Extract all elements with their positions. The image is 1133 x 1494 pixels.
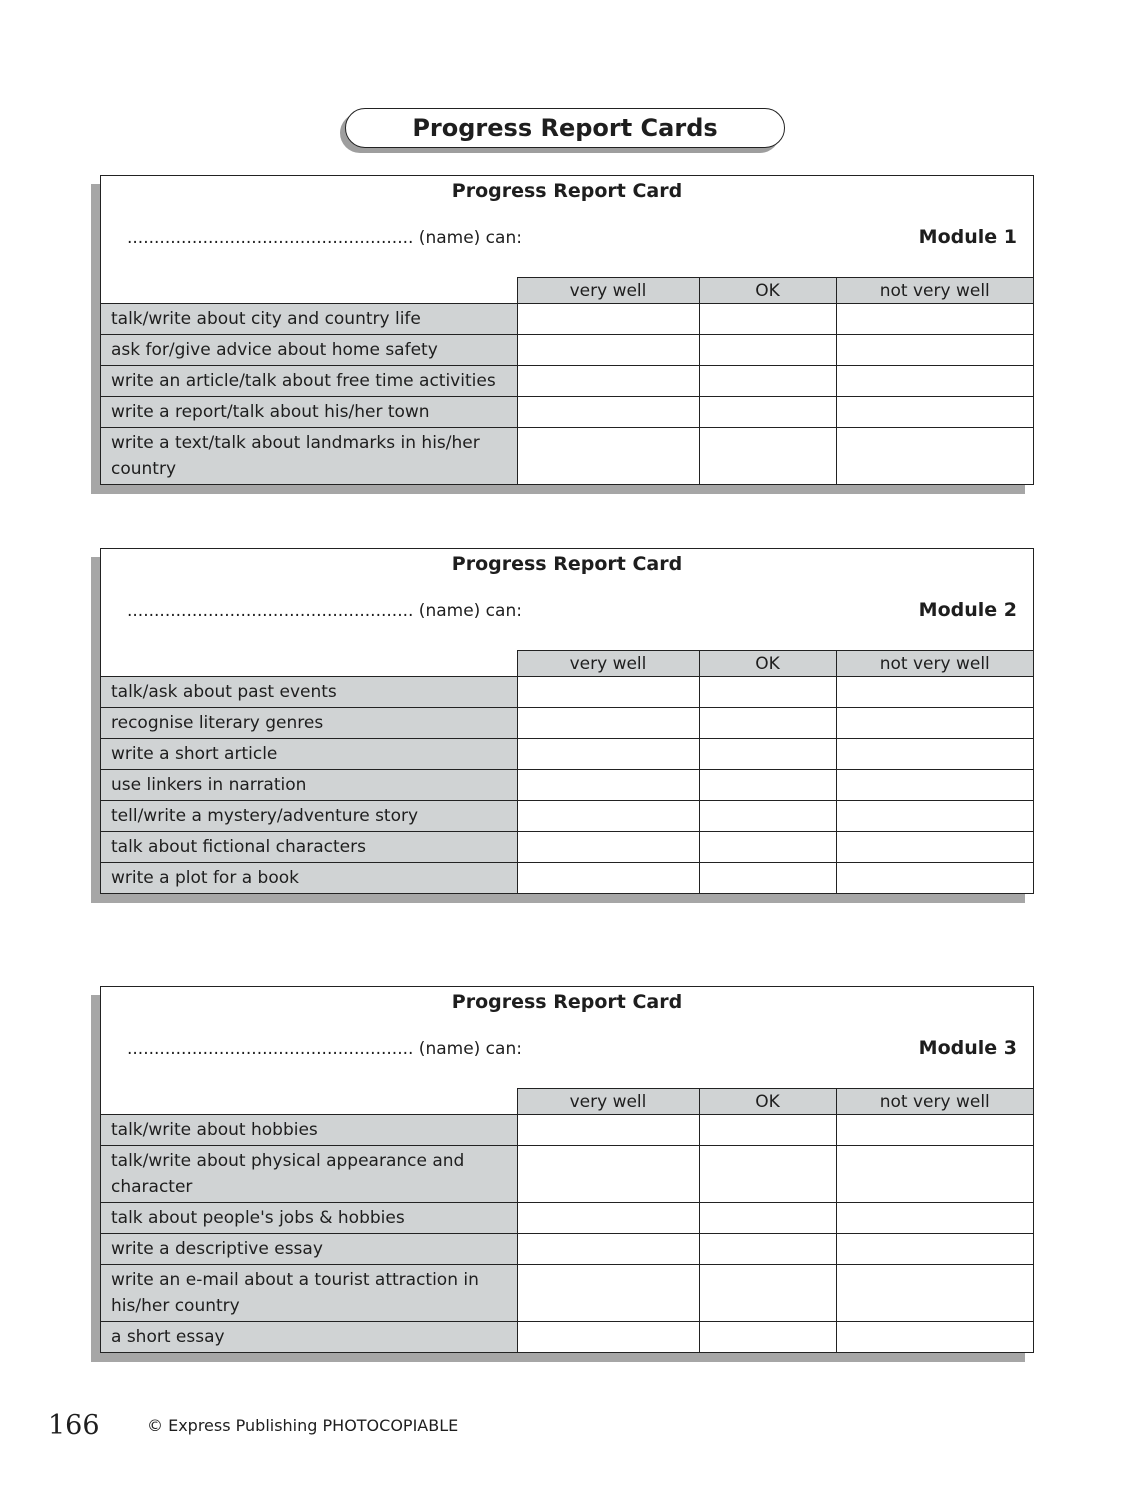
table-row	[101, 428, 1033, 485]
rating-cell-very-well[interactable]	[517, 304, 699, 335]
skill-label: write a text/talk about landmarks in his/her country	[101, 428, 517, 485]
rating-cell-very-well[interactable]	[517, 366, 699, 397]
rating-cell-very-well[interactable]	[517, 335, 699, 366]
table-row	[101, 1146, 1033, 1203]
progress-report-card-module-3	[100, 986, 1034, 1353]
rating-cell-very-well[interactable]	[517, 1146, 699, 1203]
progress-report-card-module-1	[100, 175, 1034, 485]
table-row	[101, 1203, 1033, 1234]
table-row	[101, 739, 1033, 770]
rating-cell-not-very-well[interactable]	[836, 1203, 1033, 1234]
rating-cell-very-well[interactable]	[517, 1234, 699, 1265]
column-very-well: very well	[517, 278, 699, 304]
module-label: Module 1	[918, 226, 1017, 248]
skill-label: tell/write a mystery/adventure story	[101, 801, 517, 832]
name-line: ..................................................... (name) can:	[127, 601, 522, 621]
rating-cell-ok[interactable]	[699, 335, 836, 366]
header-row	[101, 651, 1033, 677]
rating-cell-not-very-well[interactable]	[836, 801, 1033, 832]
rating-cell-very-well[interactable]	[517, 677, 699, 708]
header-empty	[101, 651, 517, 677]
skill-label: talk about fictional characters	[101, 832, 517, 863]
rating-cell-not-very-well[interactable]	[836, 366, 1033, 397]
header-row	[101, 1089, 1033, 1115]
skill-label: talk/ask about past events	[101, 677, 517, 708]
rating-cell-ok[interactable]	[699, 1234, 836, 1265]
table-row	[101, 863, 1033, 894]
rating-cell-very-well[interactable]	[517, 1203, 699, 1234]
rating-cell-very-well[interactable]	[517, 832, 699, 863]
skill-label: talk about people's jobs & hobbies	[101, 1203, 517, 1234]
table-row	[101, 1265, 1033, 1322]
skill-label: a short essay	[101, 1322, 517, 1353]
card-header	[101, 549, 1033, 650]
card-title: Progress Report Card	[451, 991, 683, 1013]
rating-cell-ok[interactable]	[699, 1115, 836, 1146]
skill-label: use linkers in narration	[101, 770, 517, 801]
rating-cell-not-very-well[interactable]	[836, 1115, 1033, 1146]
rating-cell-not-very-well[interactable]	[836, 770, 1033, 801]
rating-cell-not-very-well[interactable]	[836, 739, 1033, 770]
column-ok: OK	[699, 1089, 836, 1115]
rating-cell-ok[interactable]	[699, 397, 836, 428]
rating-cell-very-well[interactable]	[517, 739, 699, 770]
rating-cell-ok[interactable]	[699, 770, 836, 801]
rating-cell-not-very-well[interactable]	[836, 1322, 1033, 1353]
column-very-well: very well	[517, 1089, 699, 1115]
rating-cell-very-well[interactable]	[517, 397, 699, 428]
rating-cell-ok[interactable]	[699, 801, 836, 832]
table-row	[101, 708, 1033, 739]
rating-cell-very-well[interactable]	[517, 1322, 699, 1353]
table-row	[101, 832, 1033, 863]
skill-label: write an article/talk about free time activities	[101, 366, 517, 397]
rating-cell-ok[interactable]	[699, 1322, 836, 1353]
table-row	[101, 397, 1033, 428]
rating-cell-ok[interactable]	[699, 708, 836, 739]
skill-label: write an e-mail about a tourist attraction in his/her country	[101, 1265, 517, 1322]
card-header	[101, 176, 1033, 277]
skill-label: talk/write about physical appearance and character	[101, 1146, 517, 1203]
column-ok: OK	[699, 278, 836, 304]
rating-table	[101, 1088, 1033, 1352]
rating-cell-not-very-well[interactable]	[836, 1146, 1033, 1203]
skill-label: write a report/talk about his/her town	[101, 397, 517, 428]
column-ok: OK	[699, 651, 836, 677]
skill-label: write a short article	[101, 739, 517, 770]
copyright-footer: © Express Publishing PHOTOCOPIABLE	[147, 1416, 459, 1435]
column-not-very-well: not very well	[836, 651, 1033, 677]
rating-cell-ok[interactable]	[699, 1203, 836, 1234]
column-very-well: very well	[517, 651, 699, 677]
rating-cell-ok[interactable]	[699, 304, 836, 335]
rating-cell-not-very-well[interactable]	[836, 677, 1033, 708]
rating-cell-very-well[interactable]	[517, 708, 699, 739]
header-empty	[101, 278, 517, 304]
rating-cell-very-well[interactable]	[517, 1115, 699, 1146]
rating-table	[101, 650, 1033, 893]
rating-cell-not-very-well[interactable]	[836, 428, 1033, 485]
skill-label: talk/write about city and country life	[101, 304, 517, 335]
column-not-very-well: not very well	[836, 278, 1033, 304]
rating-cell-not-very-well[interactable]	[836, 832, 1033, 863]
page-number: 166	[48, 1410, 100, 1441]
table-row	[101, 304, 1033, 335]
rating-cell-ok[interactable]	[699, 428, 836, 485]
rating-table	[101, 277, 1033, 484]
rating-cell-ok[interactable]	[699, 863, 836, 894]
table-row	[101, 335, 1033, 366]
rating-cell-ok[interactable]	[699, 739, 836, 770]
skill-label: write a descriptive essay	[101, 1234, 517, 1265]
table-row	[101, 1322, 1033, 1353]
table-row	[101, 1234, 1033, 1265]
table-row	[101, 677, 1033, 708]
rating-cell-very-well[interactable]	[517, 1265, 699, 1322]
rating-cell-very-well[interactable]	[517, 863, 699, 894]
rating-cell-not-very-well[interactable]	[836, 708, 1033, 739]
rating-cell-not-very-well[interactable]	[836, 397, 1033, 428]
card-header	[101, 987, 1033, 1088]
name-line: ..................................................... (name) can:	[127, 1039, 522, 1059]
progress-report-card-module-2	[100, 548, 1034, 894]
module-label: Module 3	[918, 1037, 1017, 1059]
rating-cell-very-well[interactable]	[517, 428, 699, 485]
rating-cell-not-very-well[interactable]	[836, 304, 1033, 335]
skill-label: recognise literary genres	[101, 708, 517, 739]
table-row	[101, 770, 1033, 801]
skill-label: write a plot for a book	[101, 863, 517, 894]
skill-label: talk/write about hobbies	[101, 1115, 517, 1146]
rating-cell-ok[interactable]	[699, 366, 836, 397]
rating-cell-not-very-well[interactable]	[836, 1234, 1033, 1265]
skill-label: ask for/give advice about home safety	[101, 335, 517, 366]
table-row	[101, 1115, 1033, 1146]
table-row	[101, 801, 1033, 832]
page-title: Progress Report Cards	[345, 108, 785, 148]
table-row	[101, 366, 1033, 397]
rating-cell-ok[interactable]	[699, 677, 836, 708]
rating-cell-not-very-well[interactable]	[836, 335, 1033, 366]
rating-cell-not-very-well[interactable]	[836, 863, 1033, 894]
rating-cell-ok[interactable]	[699, 1146, 836, 1203]
rating-cell-ok[interactable]	[699, 832, 836, 863]
card-title: Progress Report Card	[451, 553, 683, 575]
rating-cell-ok[interactable]	[699, 1265, 836, 1322]
rating-cell-not-very-well[interactable]	[836, 1265, 1033, 1322]
module-label: Module 2	[918, 599, 1017, 621]
header-row	[101, 278, 1033, 304]
rating-cell-very-well[interactable]	[517, 801, 699, 832]
column-not-very-well: not very well	[836, 1089, 1033, 1115]
name-line: ..................................................... (name) can:	[127, 228, 522, 248]
card-title: Progress Report Card	[451, 180, 683, 202]
header-empty	[101, 1089, 517, 1115]
rating-cell-very-well[interactable]	[517, 770, 699, 801]
